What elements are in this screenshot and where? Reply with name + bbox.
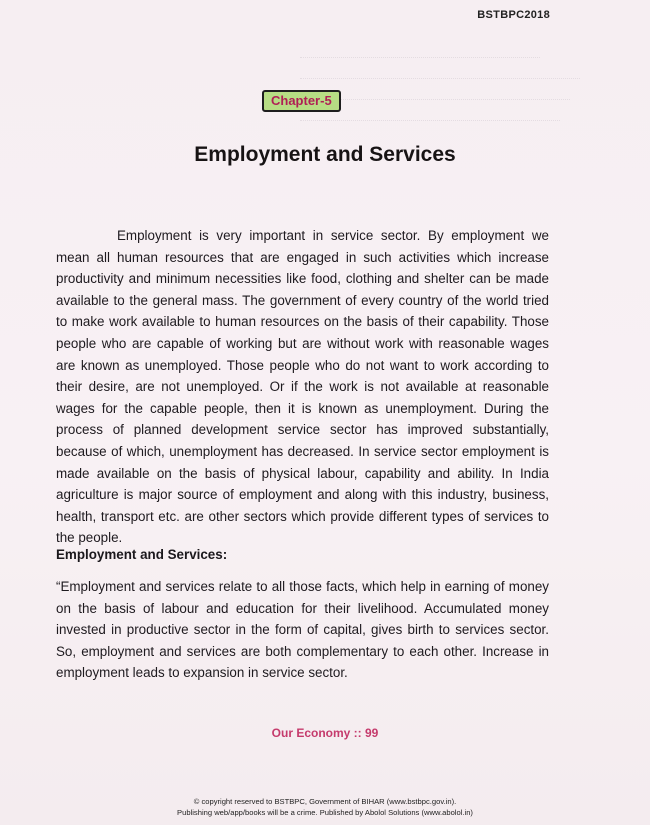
document-code: BSTBPC2018 — [477, 9, 550, 21]
footer-line-copyright: © copyright reserved to BSTBPC, Government of BIHAR (www.bstbpc.gov.in). — [193, 797, 457, 806]
footer-line-publishing: Publishing web/app/books will be a crime. Published by Abolol Solutions (www.abolol.in) — [177, 808, 473, 817]
intro-paragraph: Employment is very important in service sector. By employment we mean all human resources that are engaged in such activities which increase productivity and minimum necessities like food, clothing and shelter can be made available to the general mass. The government of every country of the world tried to make work available to human resources on the basis of their capability. Those people who are capable of working but are without work with reasonable wages are known as unemployed. Those people who do not want to work according to their desire, are not unemployed. Or if the work is not available at reasonable wages for the capable people, then it is known as unemployment. During the process of planned development service sector has improved substantially, because of which, unemployment has decreased. In service sector employment is made available on the basis of physical labour, capability and ability. In India agriculture is major source of employment and along with this industry, business, health, transport etc. are other sectors which provide different types of services to the people. — [56, 228, 549, 546]
copyright-footer — [0, 796, 650, 818]
chapter-badge: Chapter-5 — [262, 90, 341, 112]
bleed-through-texture — [300, 40, 600, 190]
page-number-label: Our Economy :: 99 — [271, 726, 379, 740]
definition-paragraph: “Employment and services relate to all those facts, which help in earning of money on the basis of labour and education for their livelihood. Accumulated money invested in productive sector in the form of capital, gives birth to services sector. So, employment and services are both complementary to each other. Increase in employment leads to expansion in service sector. — [56, 579, 549, 681]
section-heading: Employment and Services: — [56, 547, 228, 562]
page-title: Employment and Services — [194, 143, 456, 166]
